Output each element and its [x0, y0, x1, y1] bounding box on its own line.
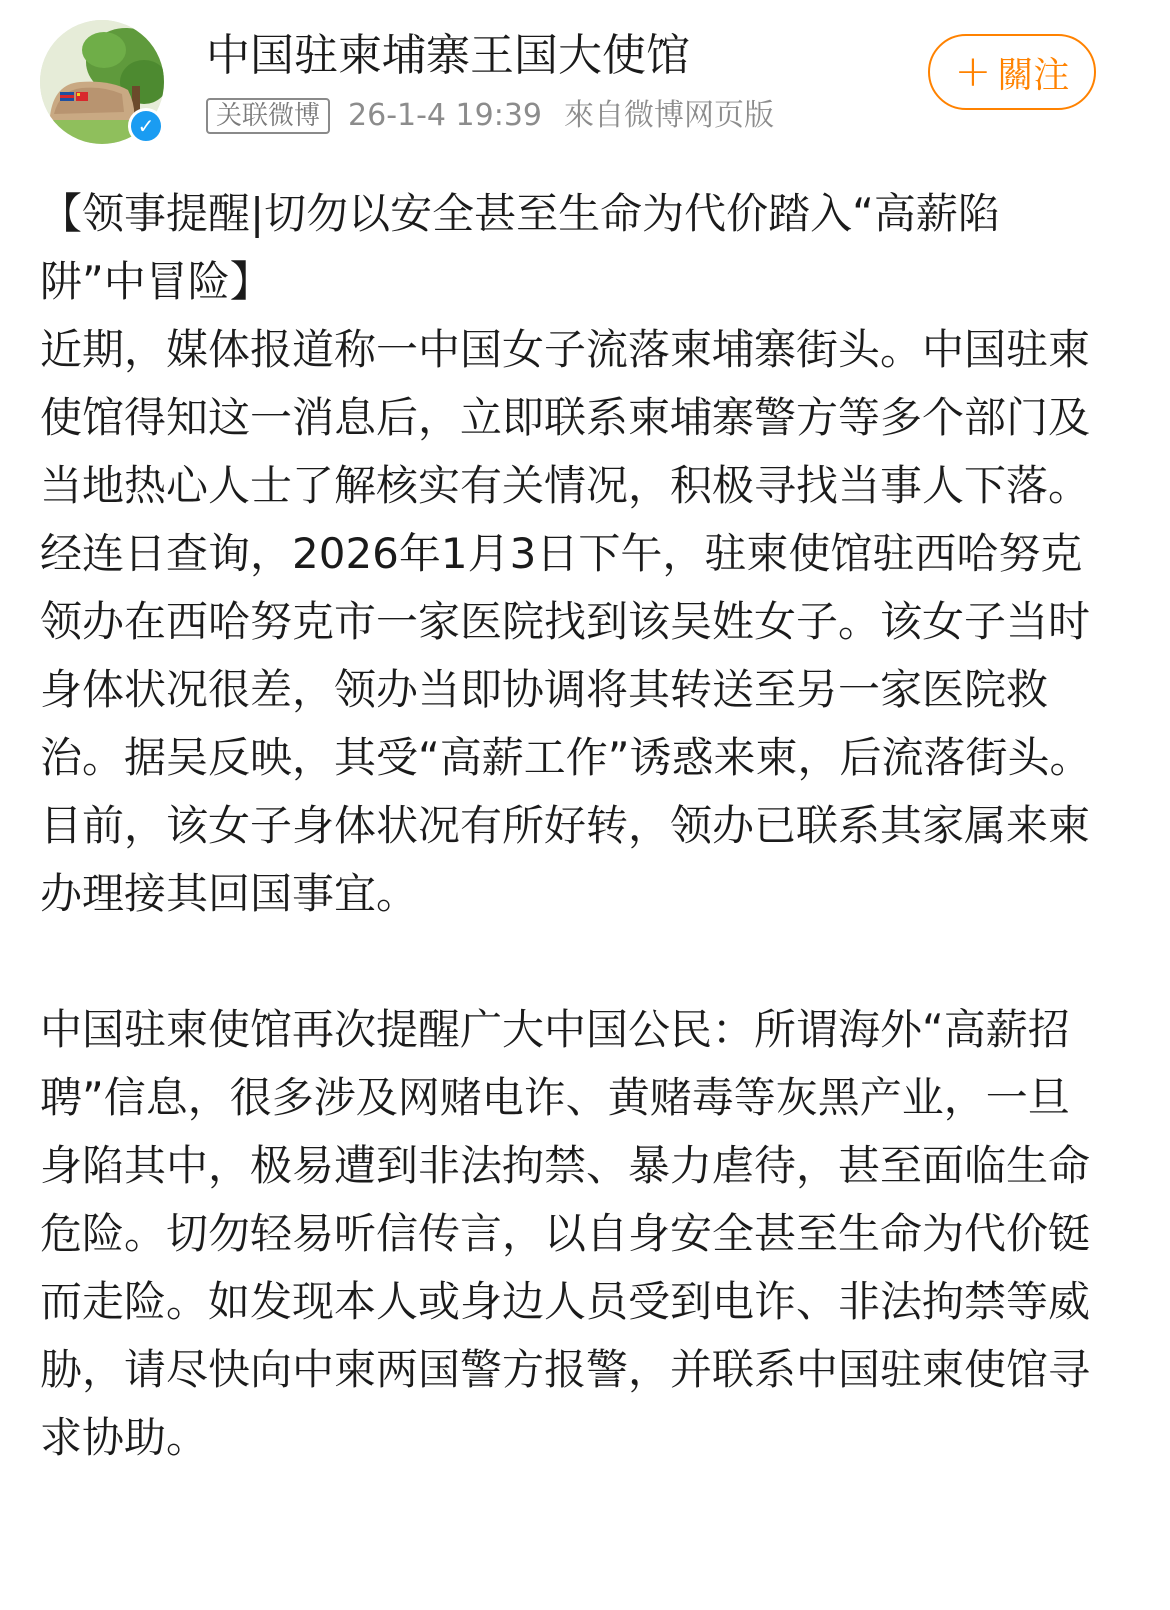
post-paragraph-2: 中国驻柬使馆再次提醒广大中国公民：所谓海外“高薪招聘”信息，很多涉及网赌电诈、黄赌毒等灰黑产业，一旦身陷其中，极易遭到非法拘禁、暴力虐待，甚至面临生命危险。切勿轻易听信传言，以自身安全甚至生命为代价铤而走险。如发现本人或身边人员受到电诈、非法拘禁等威胁，请尽快向中柬两国警方报警，并联系中国驻柬使馆寻求协助。 — [40, 1005, 1091, 1462]
follow-label: 關注 — [997, 54, 1070, 96]
plus-icon: + — [954, 46, 992, 97]
follow-button[interactable] — [928, 34, 1096, 110]
linked-weibo-tag[interactable]: 关联微博 — [206, 98, 330, 134]
post-source: 來自微博网页版 — [564, 98, 775, 133]
post-title: 【领事提醒|切勿以安全甚至生命为代价踏入“高薪陷阱”中冒险】 — [40, 189, 1000, 306]
post-timestamp: 26-1-4 19:39 — [348, 98, 543, 133]
post-body — [40, 180, 1100, 1472]
post-header — [0, 0, 1170, 160]
post-meta — [206, 96, 774, 136]
account-name[interactable]: 中国驻柬埔寨王国大使馆 — [206, 30, 690, 81]
paragraph-spacer — [40, 928, 1100, 996]
verified-badge-icon: ✓ — [128, 108, 164, 144]
post-paragraph-1: 近期，媒体报道称一中国女子流落柬埔寨街头。中国驻柬使馆得知这一消息后，立即联系柬埔寨警方等多个部门及当地热心人士了解核实有关情况，积极寻找当事人下落。经连日查询，2026年1月3日下午，驻柬使馆驻西哈努克领办在西哈努克市一家医院找到该吴姓女子。该女子当时身体状况很差，领办当即协调将其转送至另一家医院救治。据吴反映，其受“高薪工作”诱惑来柬，后流落街头。目前，该女子身体状况有所好转，领办已联系其家属来柬办理接其回国事宜。 — [40, 325, 1092, 918]
